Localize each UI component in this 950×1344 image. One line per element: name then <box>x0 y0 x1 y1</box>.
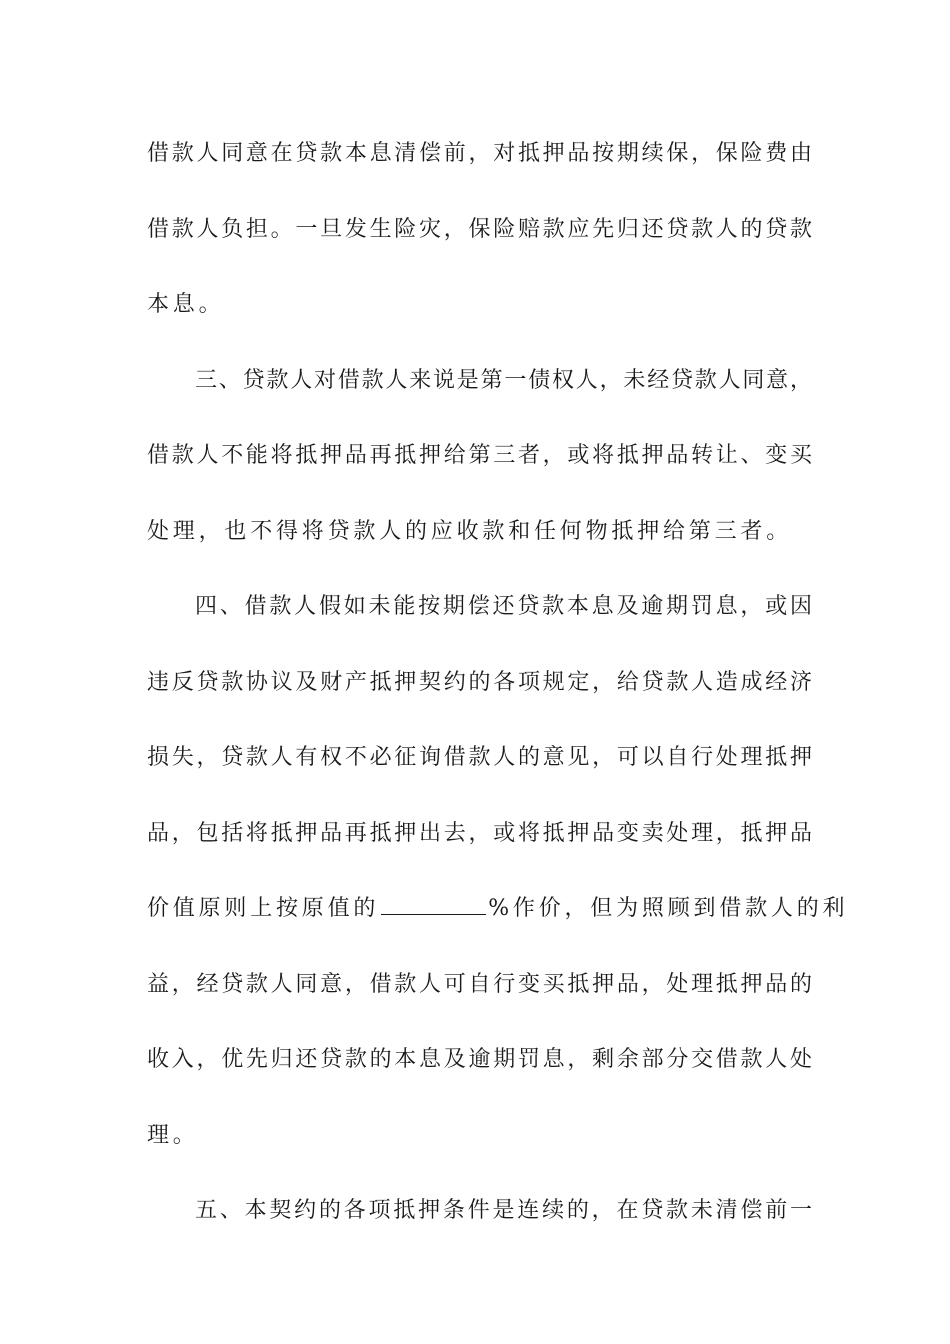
text-line: 品，包括将抵押品再抵押出去，或将抵押品变卖处理，抵押品 <box>147 820 812 846</box>
valuation-text-after: %作价，但为照顾到借款人的利 <box>488 896 849 921</box>
valuation-percent-blank[interactable] <box>381 892 486 915</box>
text-line: 本息。 <box>147 292 225 317</box>
text-line: 借款人负担。一旦发生险灾，保险赔款应先归还贷款人的贷款 <box>147 216 812 242</box>
clause-three-start: 三、贷款人对借款人来说是第一债权人，未经贷款人同意， <box>195 367 812 393</box>
clause-five-start: 五、本契约的各项抵押条件是连续的，在贷款未清偿前一 <box>195 1198 812 1223</box>
clause-four-start: 四、借款人假如未能按期偿还贷款本息及逾期罚息，或因 <box>195 594 812 619</box>
text-line: 处理，也不得将贷款人的应收款和任何物抵押给第三者。 <box>147 518 793 544</box>
text-line: 借款人同意在贷款本息清偿前，对抵押品按期续保，保险费由 <box>147 141 812 166</box>
text-line: 理。 <box>147 1122 199 1148</box>
text-line: 违反贷款协议及财产抵押契约的各项规定，给贷款人造成经济 <box>147 669 812 695</box>
text-line: 益，经贷款人同意，借款人可自行变买抵押品，处理抵押品的 <box>147 971 812 997</box>
contract-text <box>147 130 849 1263</box>
valuation-line <box>147 885 849 961</box>
text-line: 损失，贷款人有权不必征询借款人的意见，可以自行处理抵押 <box>147 745 812 770</box>
text-line: 借款人不能将抵押品再抵押给第三者，或将抵押品转让、变买 <box>147 443 812 468</box>
text-line: 收入，优先归还贷款的本息及逾期罚息，剩余部分交借款人处 <box>147 1047 812 1072</box>
valuation-text-before: 价值原则上按原值的 <box>147 896 380 921</box>
